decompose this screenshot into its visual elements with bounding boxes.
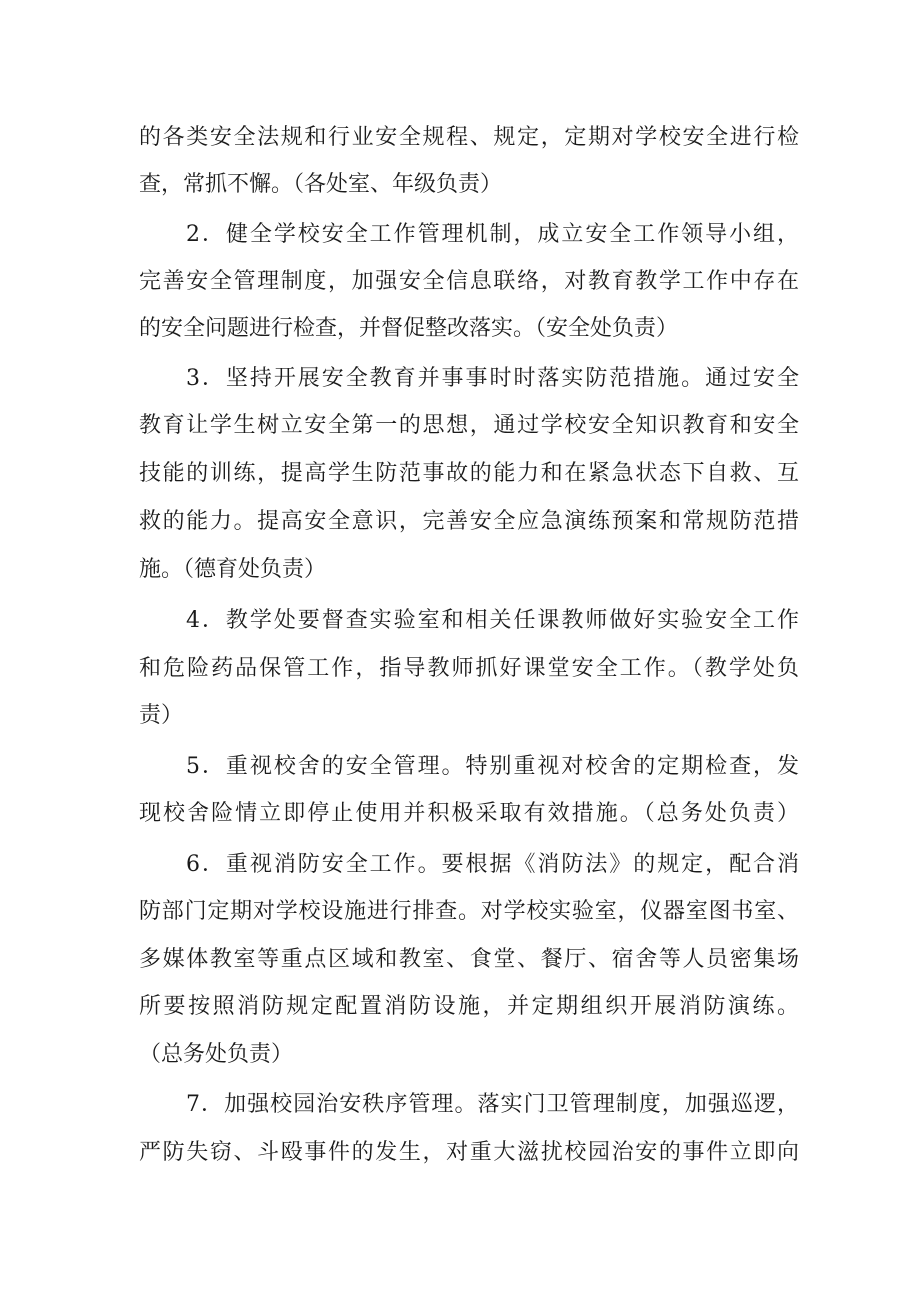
text-line: 技能的训练，提高学生防范事故的能力和在紧急状态下自救、互 (139, 461, 799, 486)
text-line: 现校舍险情立即停止使用并积极采取有效措施。（总务处负责） (139, 801, 799, 826)
text-line: 教育让学生树立安全第一的思想，通过学校安全知识教育和安全 (139, 413, 799, 438)
text-line: 责） (139, 703, 184, 728)
text-line: 7．加强校园治安秩序管理。落实门卫管理制度，加强巡逻， (186, 1092, 799, 1117)
text-line: 施。（德育处负责） (139, 557, 327, 582)
text-line: 完善安全管理制度，加强安全信息联络，对教育教学工作中存在 (139, 269, 799, 294)
text-line: 的安全问题进行检查，并督促整改落实。（安全处负责） (139, 316, 679, 341)
text-line: 和危险药品保管工作，指导教师抓好课堂安全工作。（教学处负 (139, 656, 799, 681)
text-line: 救的能力。提高安全意识，完善安全应急演练预案和常规防范措 (139, 509, 799, 534)
text-line: 3．坚持开展安全教育并事事时时落实防范措施。通过安全 (186, 366, 799, 391)
text-line: 2．健全学校安全工作管理机制，成立安全工作领导小组， (186, 222, 799, 247)
text-line: 多媒体教室等重点区域和教室、食堂、餐厅、宿舍等人员密集场 (139, 947, 799, 972)
text-line: 严防失窃、斗殴事件的发生，对重大滋扰校园治安的事件立即向 (139, 1140, 799, 1165)
text-line: 4．教学处要督查实验室和相关任课教师做好实验安全工作 (186, 608, 799, 633)
text-line: （总务处负责） (139, 1042, 294, 1067)
text-line: 6．重视消防安全工作。要根据《消防法》的规定，配合消 (186, 852, 799, 877)
text-line: 查，常抓不懈。（各处室、年级负责） (139, 172, 503, 197)
text-line: 所要按照消防规定配置消防设施，并定期组织开展消防演练。 (139, 994, 799, 1019)
text-line: 5．重视校舍的安全管理。特别重视对校舍的定期检查，发 (186, 754, 799, 779)
text-line: 防部门定期对学校设施进行排查。对学校实验室，仪器室图书室、 (139, 899, 799, 924)
text-line: 的各类安全法规和行业安全规程、规定，定期对学校安全进行检 (139, 125, 799, 150)
